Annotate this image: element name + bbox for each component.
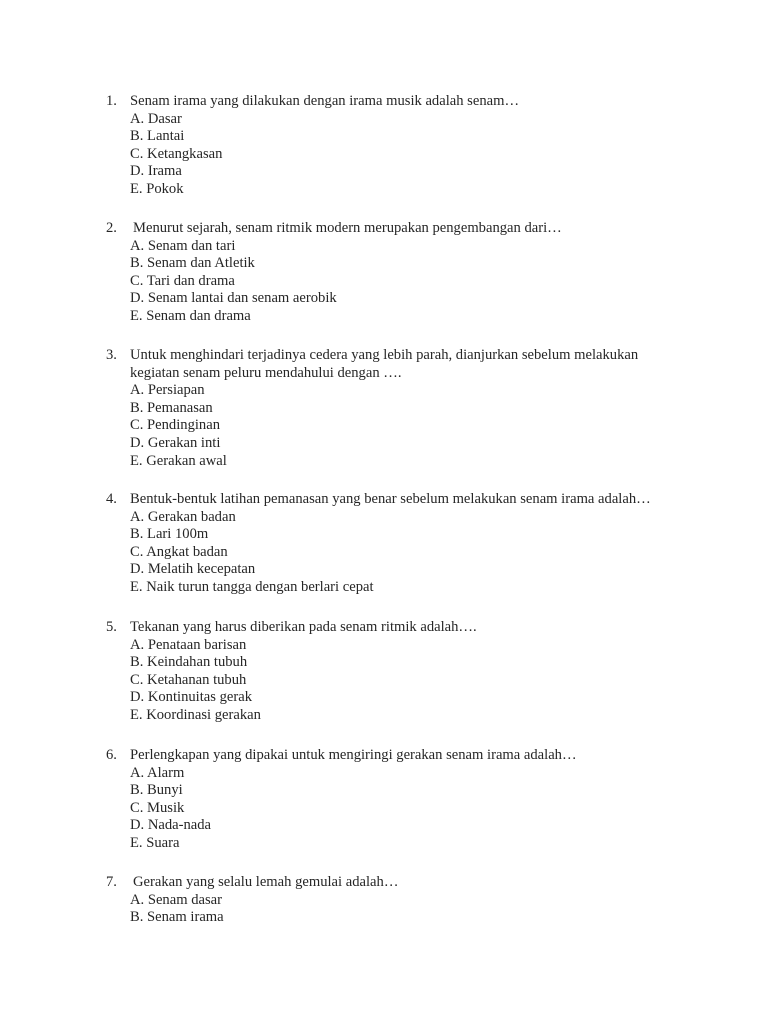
option-d: D. Irama	[130, 163, 182, 180]
option-c: C. Pendinginan	[130, 417, 220, 434]
option-d: D. Gerakan inti	[130, 434, 221, 451]
option-e: E. Koordinasi gerakan	[130, 706, 261, 723]
option-b: B. Pemanasan	[130, 399, 213, 416]
question-5	[106, 619, 706, 725]
option-b: B. Bunyi	[130, 782, 183, 799]
question-text: Gerakan yang selalu lemah gemulai adalah…	[133, 874, 399, 890]
option-c: C. Ketangkasan	[130, 145, 223, 162]
question-stem	[106, 619, 706, 637]
option-b: B. Keindahan tubuh	[130, 654, 248, 671]
question-text: Tekanan yang harus diberikan pada senam ritmik adalah….	[130, 619, 477, 635]
question-number: 2.	[106, 220, 117, 236]
question-stem	[106, 220, 706, 238]
answer-options	[106, 111, 706, 199]
question-number: 1.	[106, 93, 117, 109]
question-6	[106, 747, 706, 853]
option-e: E. Pokok	[130, 180, 184, 197]
question-text: Untuk menghindari terjadinya cedera yang lebih parah, dianjurkan sebelum melakukan	[130, 347, 639, 363]
question-number: 4.	[106, 491, 117, 507]
option-c: C. Musik	[130, 799, 185, 816]
question-stem	[106, 747, 706, 765]
option-e: E. Suara	[130, 834, 180, 851]
question-7	[106, 874, 706, 927]
question-3	[106, 347, 706, 470]
question-text: Bentuk-bentuk latihan pemanasan yang benar sebelum melakukan senam irama adalah…	[130, 491, 651, 507]
question-number: 7.	[106, 874, 117, 890]
option-a: A. Senam dasar	[130, 891, 222, 908]
option-a: A. Penataan barisan	[130, 636, 247, 653]
question-text: Menurut sejarah, senam ritmik modern merupakan pengembangan dari…	[133, 220, 562, 236]
question-stem-continued	[106, 365, 706, 383]
question-1	[106, 93, 706, 199]
option-c: C. Ketahanan tubuh	[130, 671, 247, 688]
question-2	[106, 220, 706, 326]
option-a: A. Dasar	[130, 110, 182, 127]
option-d: D. Nada-nada	[130, 817, 212, 834]
option-d: D. Melatih kecepatan	[130, 561, 256, 578]
answer-options	[106, 382, 706, 470]
question-number: 5.	[106, 619, 117, 635]
option-c: C. Tari dan drama	[130, 272, 235, 289]
question-stem	[106, 491, 706, 509]
question-number: 6.	[106, 747, 117, 763]
answer-options	[106, 238, 706, 326]
answer-options	[106, 637, 706, 725]
question-4	[106, 491, 706, 597]
question-stem	[106, 93, 706, 111]
option-a: A. Senam dan tari	[130, 237, 236, 254]
option-c: C. Angkat badan	[130, 543, 228, 560]
option-b: B. Lari 100m	[130, 526, 209, 543]
option-b: B. Senam dan Atletik	[130, 255, 255, 272]
question-text-line2: kegiatan senam peluru mendahului dengan ….	[130, 364, 402, 381]
option-e: E. Naik turun tangga dengan berlari cepat	[130, 578, 374, 595]
question-stem	[106, 347, 706, 365]
option-d: D. Senam lantai dan senam aerobik	[130, 290, 337, 307]
question-stem	[106, 874, 706, 892]
option-a: A. Persiapan	[130, 382, 205, 399]
option-d: D. Kontinuitas gerak	[130, 689, 252, 706]
option-e: E. Senam dan drama	[130, 307, 251, 324]
answer-options	[106, 892, 706, 927]
option-b: B. Lantai	[130, 128, 185, 145]
answer-options	[106, 509, 706, 597]
option-e: E. Gerakan awal	[130, 452, 227, 469]
option-a: A. Alarm	[130, 764, 185, 781]
question-number: 3.	[106, 347, 117, 363]
question-text: Senam irama yang dilakukan dengan irama musik adalah senam…	[130, 93, 520, 109]
answer-options	[106, 765, 706, 853]
option-b: B. Senam irama	[130, 909, 224, 926]
option-a: A. Gerakan badan	[130, 508, 236, 525]
question-text: Perlengkapan yang dipakai untuk mengiringi gerakan senam irama adalah…	[130, 747, 577, 763]
